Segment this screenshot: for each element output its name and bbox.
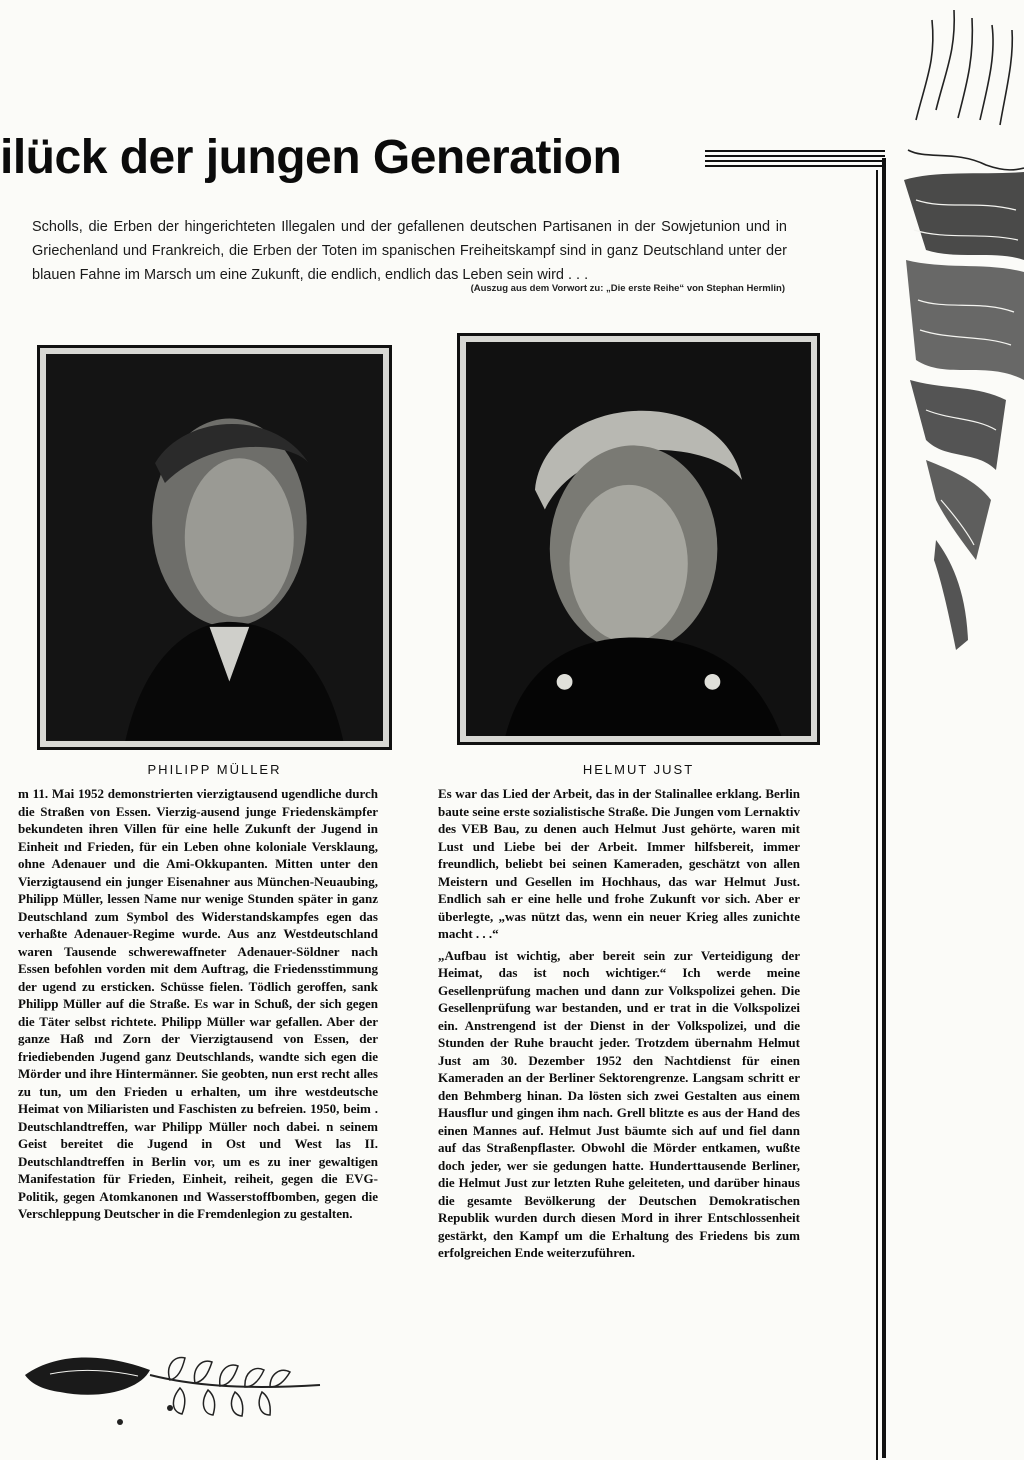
source-note: (Auszug aus dem Vorwort zu: „Die erste Reihe“ von Stephan Hermlin): [470, 283, 785, 294]
portrait-silhouette: [46, 354, 383, 741]
caption-philipp-mueller: PHILIPP MÜLLER: [147, 762, 282, 777]
title-rule: [705, 150, 885, 170]
portrait-photo-helmut-just: [457, 333, 820, 745]
page-title: ilück der jungen Generation: [0, 131, 622, 184]
article-paragraph: Es war das Lied der Arbeit, das in der Stalinallee erklang. Berlin baute seine erste sozialistische Straße. Die Jungen vom Lernaktiv des VEB Bau, zu denen auch Helmut Just gehörte, waren mit Lust und Liebe bei der Arbeit. Immer hilfsbereit, immer freundlich, beliebt bei seinen Kameraden, geschätzt von allen Meistern und Gesellen im Hochhaus, das war Helmut Just. Endlich sah er eine helle und frohe Zukunft vor sich. Aber er überlegte, „was nützt das, wenn ein neuer Krieg alles zunichte macht . . .“: [438, 786, 800, 941]
frame-border-right: [882, 158, 886, 1458]
portrait-photo-philipp-mueller: [37, 345, 392, 750]
frame-border-right-inner: [876, 170, 878, 1460]
caption-helmut-just: HELMUT JUST: [582, 762, 695, 777]
intro-quote: Scholls, die Erben der hingerichteten Illegalen und der gefallenen deutschen Partisanen in der Sowjetunion und in Griechenland und Frankreich, die Erben der Toten im spanischen Freiheitskampf sind in ganz Deutschland unter der blauen Fahne im Marsch um eine Zukunft, die endlich, endlich das Leben sein wird . . .: [32, 219, 787, 283]
article-paragraph: „Aufbau ist wichtig, aber bereit sein zur Verteidigung der Heimat, das ist noch wichtiger.“ Ich werde meine Gesellenprüfung machen und dann zur Volkspolizei gehen. Die Gesellenprüfung war bestanden, und er trat in die Volkspolizei ein. Anstrengend ist der Dienst in der Volkspolizei, und die Stunden der Ruhe braucht jeder. Trotzdem übernahm Helmut Just am 30. Dezember 1952 den Nachtdienst für einen Kameraden an der Berliner Sektorengrenze. Langsam schritt er den Behmberg hinan. Da lösten sich zwei Gestalten aus einem Hausflur und gingen ihm nach. Grell blitzte es aus der Hand des einen Mannes auf. Helmut Just bäumte sich auf und fiel dann auf das Straßenpflaster. Obwohl die Mörder entkamen, wußte doch jeder, wer sie gedungen hatte. Hunderttausende Berliner, die Helmut Just zur letzten Ruhe geleiteten, und darüber hinaus die gesamte Bevölkerung der Deutschen Demokratischen Republik wurden durch diesen Mord in ihrer Entschlossenheit gestärkt, den Kampf um die Erhaltung des Friedens bis zum erfolgreichen Ende weiterzuführen.: [438, 947, 800, 1260]
article-philipp-mueller: [18, 785, 378, 1227]
laurel-branch-ornament: [20, 1330, 340, 1440]
article-helmut-just: [438, 785, 800, 1266]
flame-illustration: [896, 0, 1024, 660]
article-paragraph: m 11. Mai 1952 demonstrierten vierzigtausend ugendliche durch die Straßen von Essen. Vierzig-ausend junge Friedenskämpfer bekundeten ihren Villen für eine helle Zukunft der Jugend in Einheit ınd Frieden, für ein Leben ohne koloniale Versklaung, ohne Adenauer und die Ami-Okkupanten. Mitten unter den Vierzigtausend ein junger Eisenahner aus München-Neuaubing, Philipp Müller, lessen Name nur wenige Stunden später in ganz Deutschland zum Symbol des Widerstandskampfes egen das verhaßte Adenauer-Regime wurde. Aus anz Westdeutschland waren Tausende schwerewaffneter Adenauer-Söldner nach Essen befohlen vorden mit dem Auftrag, die Friedensstimmung der ugend zu ersticken. Schüsse fielen. Tödlich geroffen, sank Philipp Müller auf die Straße. Es war in Schuß, der sich gegen die Täter selbst richtete. Philipp Müller war gefallen. Aber der ganze Haß ınd Zorn der Vierzigtausend von Essen, der friediebenden Jugend ganz Deutschlands, wandte sich egen die Mörder und ihre Hintermänner. Sie geobten, nun erst recht alles zu tun, um den Frieden u erhalten, um ihre westdeutsche Heimat von Miliaristen und Faschisten zu befreien. 1950, beim . Deutschlandtreffen, war Philipp Müller noch dabei. n seinem Geist bereitet die Jugend in Ost und West las II. Deutschlandtreffen in Berlin vor, um es zu iner gewaltigen Manifestation für Frieden, Einheit, reiheit, gegen die EVG-Politik, gegen Atomkanonen ınd Wasserstoffbomben, gegen die Verschleppung Deutscher in die Fremdenlegion zu gestalten.: [18, 786, 378, 1221]
portrait-silhouette: [466, 342, 811, 736]
